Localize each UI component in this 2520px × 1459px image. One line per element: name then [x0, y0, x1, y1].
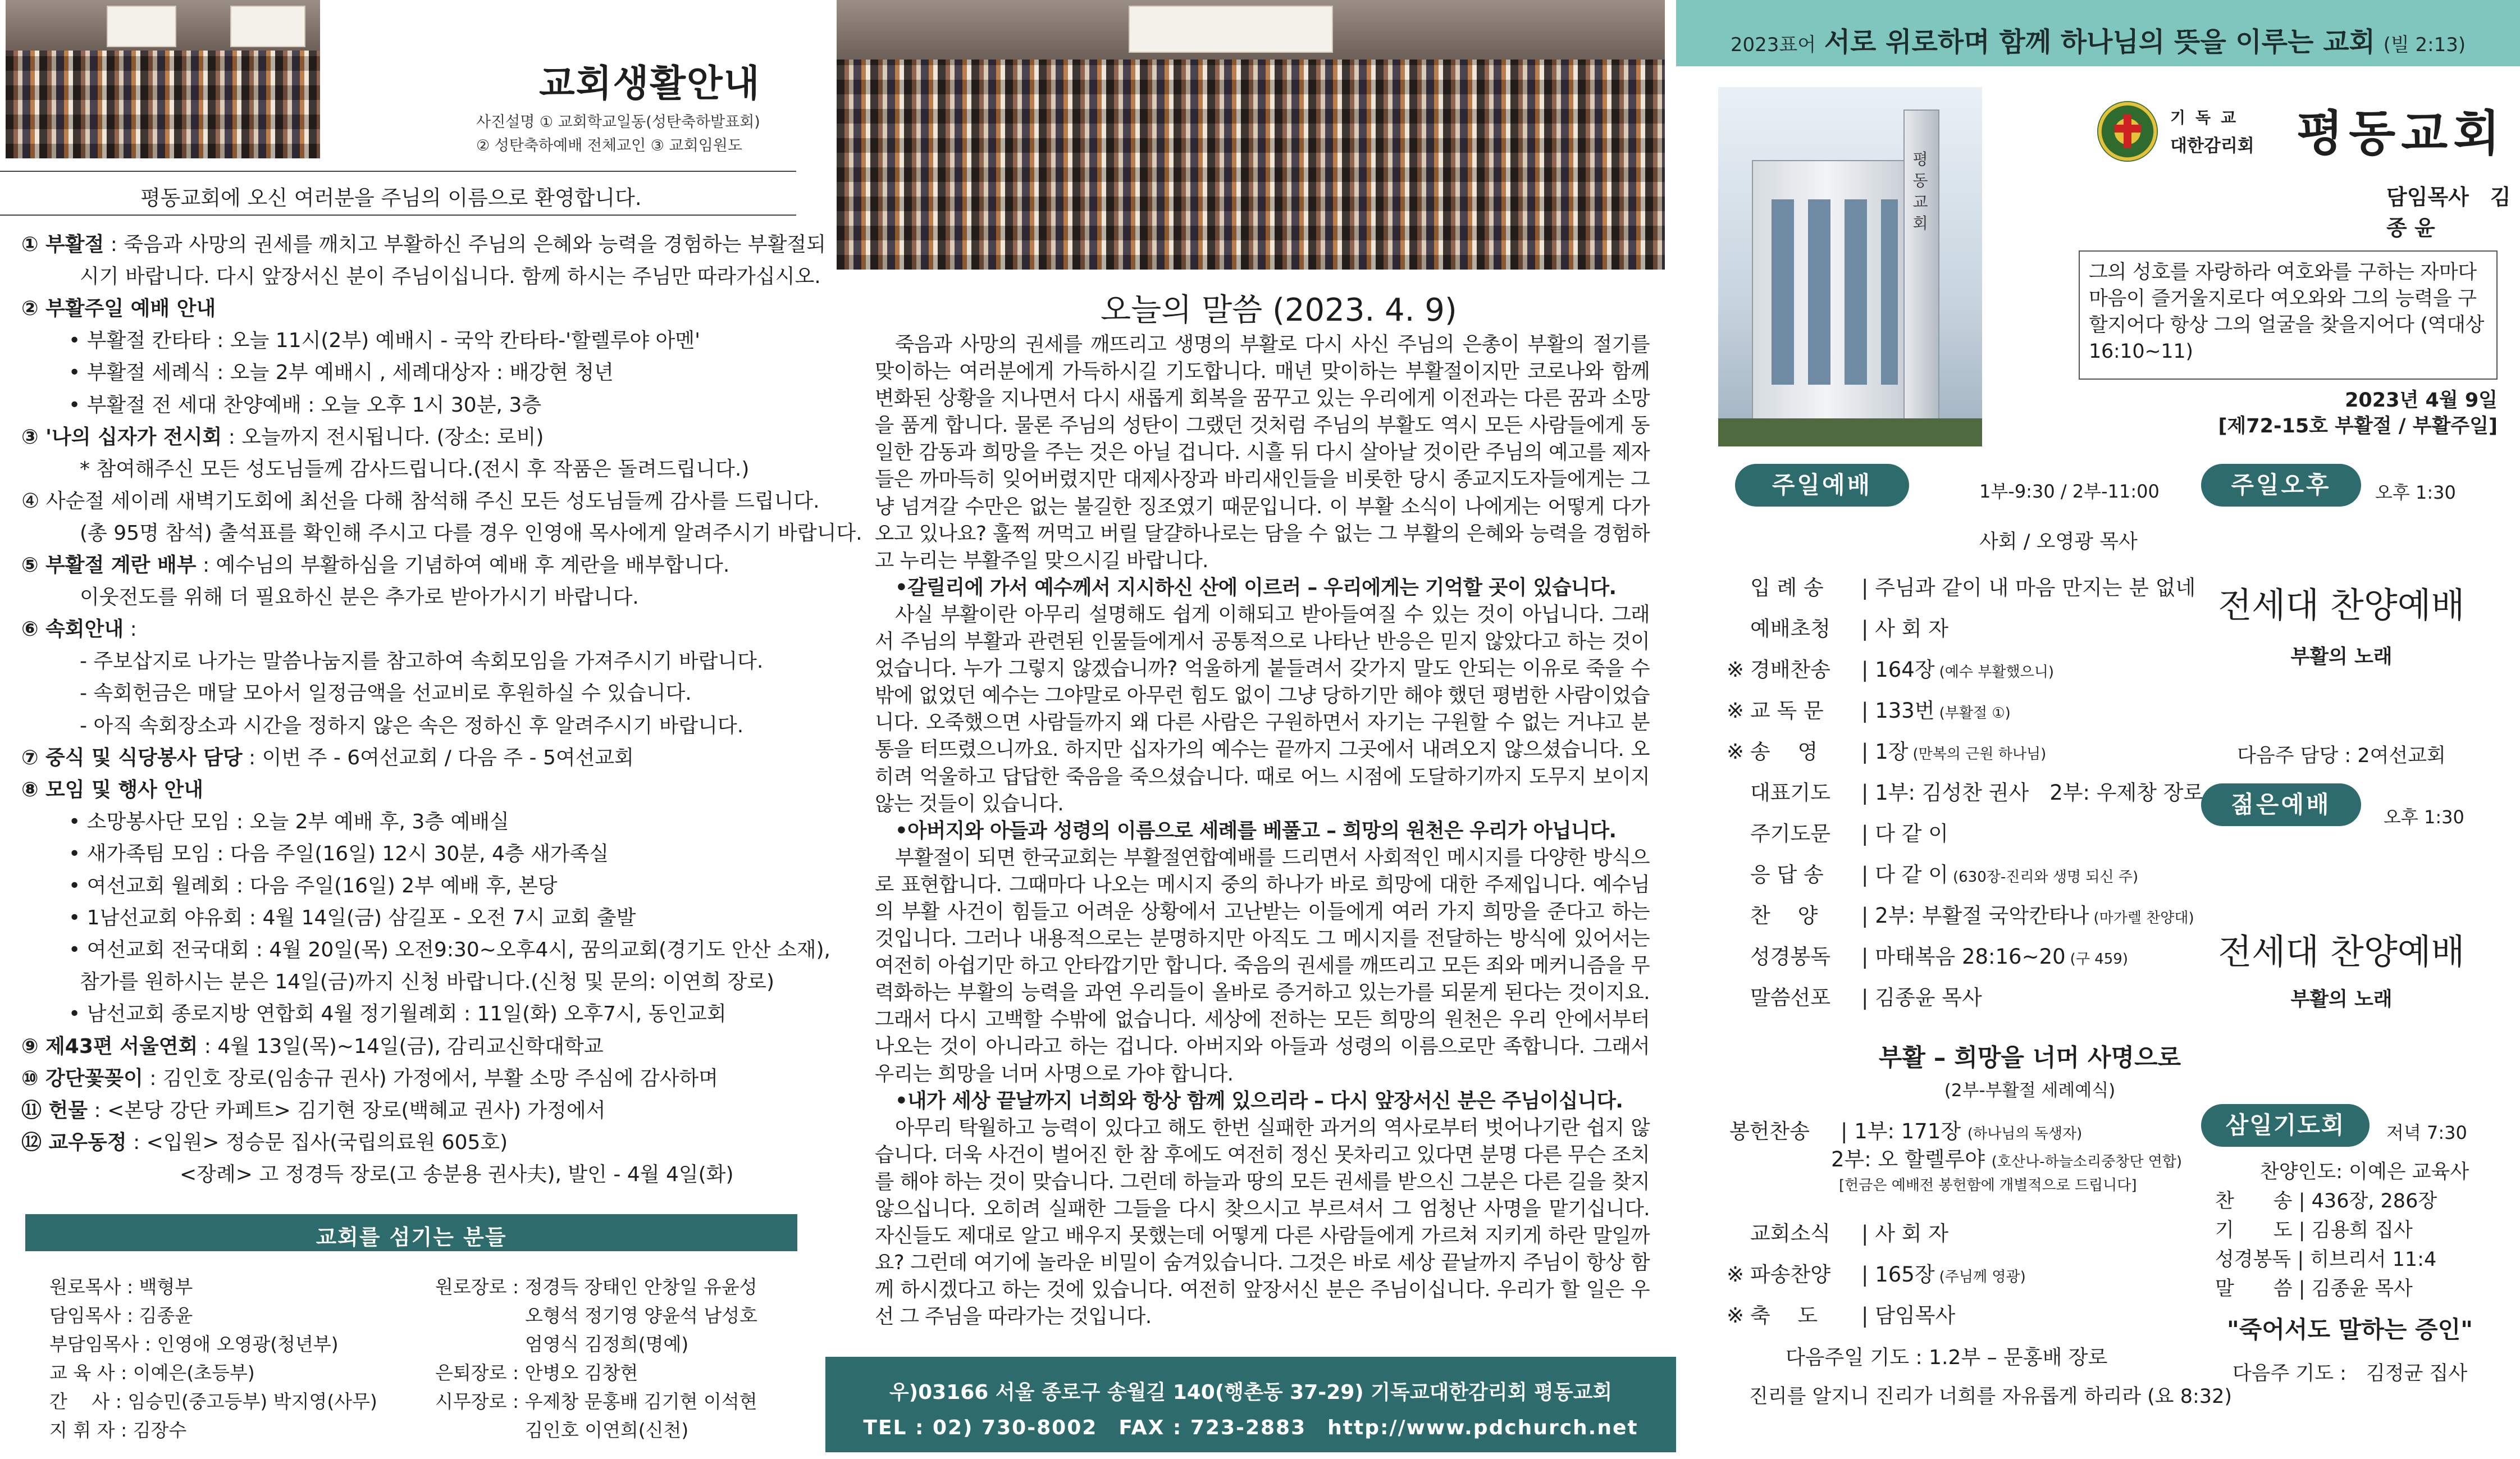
afternoon-next: 다음주 담당 : 2여선교회	[2237, 745, 2446, 767]
youth-time: 오후 1:30	[2384, 806, 2464, 828]
server-entry: 담임목사 : 김종윤	[49, 1305, 193, 1326]
notice-line	[80, 683, 692, 704]
notice-line	[21, 1098, 606, 1122]
sermon-paragraph: 죽음과 사망의 권세를 깨뜨리고 생명의 부활로 다시 사신 주님의 은총이 부활의 절기를 맞이하는 여러분에게 가득하시길 기도합니다. 매년 맞이하는 부활절이지만 코로나와 함께 변화된 상황을 지나면서 다시 새롭게 회복을 꿈꾸고 있는 우리에게 이전과는 다른 꿈과 소망을 품게 합니다. 물론 주님의 성탄이 그랬던 것처럼 주님의 부활도 역시 모든 사람들에게 동일한 감동과 희망을 주는 것은 아닐 겁니다. 시흘 뒤 다시 살아날 것이란 주님의 예고를 제자들은 까마득히 잊어버렸지만 대제사장과 바리새인들을 비롯한 당시 종교지도자들에게는 그냥 넘겨갈 수만은 없는 불길한 징조였기 때문입니다. 이 부활 소식이 나에게는 어떻게 다가오고 있나요? 훌쩍 꺼먹고 버릴 달걀하나로는 담을 수 없는 그 부활의 은혜와 능력을 경험하고 누리는 부활주일 맞으시길 바랍니다.	[875, 333, 1650, 572]
notice-text: : <입원> 정승문 집사(국립의료원 605호)	[126, 1130, 508, 1154]
notice-line	[21, 748, 634, 768]
row-note: (주님께 영광)	[1939, 1269, 2026, 1285]
sermon-title: 오늘의 말씀 (2023. 4. 9)	[1101, 292, 1457, 329]
notice-text: : 이번 주 - 6여선교회 / 다음 주 - 5여선교회	[242, 746, 634, 769]
closing-verse: 진리를 알지니 진리가 너희를 자유롭게 하리라 (요 8:32)	[1749, 1385, 2232, 1408]
row-note: (마가렐 찬양대)	[2093, 910, 2194, 927]
worship-row	[1727, 577, 2200, 598]
service-leader: 사회 / 오영광 목사	[1979, 531, 2138, 553]
row-value: | 2부: 부활절 국악칸타나	[1861, 904, 2089, 928]
notice-heading: ② 부활주일 예배 안내	[21, 297, 216, 321]
worship-row	[1727, 700, 2011, 721]
afternoon-sub: 부활의 노래	[2290, 646, 2393, 668]
row-value: | 마태복음 28:16~20	[1861, 945, 2066, 969]
sermon-body	[875, 331, 1650, 1330]
notice-line	[80, 459, 749, 480]
row-label: 경배찬송	[1750, 658, 1830, 682]
row-label: 축 도	[1750, 1303, 1818, 1328]
motto-bar	[1676, 0, 2520, 66]
notice-heading: ⑦ 중식 및 식당봉사 담당	[21, 746, 243, 769]
building-sign: 평동교회	[1912, 150, 1928, 232]
row-value: | 다 같 이	[1861, 822, 1948, 846]
row-mark: ※	[1727, 658, 1745, 682]
row-value: | 133번	[1861, 699, 1935, 723]
row-note: (예수 부활했으니)	[1939, 664, 2054, 681]
motto-prefix: 2023표어	[1730, 34, 1816, 56]
notice-heading: ⑨ 제43편 서울연회	[21, 1034, 198, 1058]
worship-row	[1727, 823, 1953, 844]
wednesday-row: 찬양인도: 이예은 교육사	[2260, 1161, 2469, 1183]
notice-line	[21, 780, 203, 800]
row-note: (하나님의 독생자)	[1967, 1125, 2083, 1142]
notice-heading: ③ '나의 십자가 전시회	[21, 425, 222, 449]
notice-text: : <본당 강단 카페트> 김기현 장로(백혜교 권사) 가정에서	[88, 1098, 606, 1122]
notice-text: • 부활절 전 세대 찬양예배 : 오늘 오후 1시 30분, 3층	[69, 393, 542, 417]
sermon-column	[825, 0, 1676, 1459]
page-title: 교회생활안내	[539, 62, 761, 105]
worship-row	[1727, 864, 2138, 885]
notice-text: • 남선교회 종로지방 연합회 4월 정기월례회 : 11일(화) 오후7시, 동인교회	[69, 1002, 727, 1026]
denomination: 대한감리회	[2170, 136, 2254, 156]
row-value: | 담임목사	[1861, 1303, 1956, 1328]
notice-heading: ⑥ 속회안내	[21, 618, 124, 641]
senior-pastor: 담임목사 김 종 윤	[2386, 185, 2511, 240]
servers-title: 교회를 섬기는 분들	[316, 1225, 507, 1250]
worship-order-column	[1676, 0, 2520, 1459]
worship-row	[1727, 618, 1953, 639]
notice-heading: ⑧ 모임 및 행사 안내	[21, 778, 204, 801]
notice-text: 참가를 원하시는 분은 14일(금)까지 신청 바랍니다.(신청 및 문의: 이연희 장로)	[80, 970, 775, 994]
row-mark: ※	[1727, 740, 1745, 764]
row-note: (구 459)	[2070, 951, 2128, 968]
scripture-box: 그의 성호를 자랑하라 여호와를 구하는 자마다 마음이 즐거울지로다 여오와와 그의 능력을 구할지어다 항상 그의 얼굴을 찾을지어다 (역대상 16:10~11)	[2079, 250, 2498, 380]
row-note: (만복의 근원 하나님)	[1912, 746, 2047, 763]
church-name: 평동교회	[2297, 106, 2506, 162]
server-entry: 부담임목사 : 인영애 오영광(청년부)	[49, 1333, 339, 1355]
afternoon-time: 오후 1:30	[2375, 482, 2456, 503]
notice-line	[21, 491, 820, 512]
row-label: 대표기도	[1750, 781, 1830, 805]
row-label: 찬 양	[1750, 904, 1818, 928]
worship-row	[1727, 1264, 2026, 1285]
servers-header	[25, 1214, 797, 1251]
server-entry: 지 휘 자 : 김장수	[49, 1419, 187, 1441]
address: 우)03166 서울 종로구 송월길 140(행촌동 37-29) 기독교대한감리회 평동교회	[889, 1381, 1613, 1404]
notice-line	[80, 523, 862, 544]
notice-line	[69, 395, 541, 416]
bulletin-date	[2218, 387, 2498, 439]
notice-line	[80, 716, 743, 736]
notice-text: : 4월 13일(목)~14일(금), 감리교신학대학교	[198, 1034, 604, 1058]
wednesday-time: 저녁 7:30	[2386, 1122, 2467, 1143]
notice-text: : 죽음과 사망의 권세를 깨치고 부활하신 주님의 은혜와 능력을 경험하는 부활절되	[104, 233, 826, 256]
notice-line	[21, 619, 137, 640]
server-entry: 간 사 : 임승민(중고등부) 박지영(사무)	[49, 1390, 377, 1412]
notice-text: • 새가족팀 모임 : 다음 주일(16일) 12시 30분, 4층 새가족실	[69, 842, 609, 865]
row-note: (630장-진리와 생명 되신 주)	[1952, 869, 2139, 886]
church-school-photo	[6, 0, 320, 158]
notice-text: • 부활절 세례식 : 오늘 2부 예배시 , 세례대상자 : 배강현 청년	[69, 361, 614, 385]
divider	[0, 171, 796, 172]
offering-row	[1831, 1149, 2182, 1170]
notice-line	[21, 1130, 508, 1154]
wednesday-sermon: "죽어서도 말하는 증인"	[2226, 1316, 2473, 1343]
sermon-paragraph: 부활절이 되면 한국교회는 부활절연합예배를 드리면서 사회적인 메시지를 다양한 방식으로 표현합니다. 그때마다 나오는 메시지 중의 하나가 바로 희망에 대한 주제입니다. 예수님의 부활 사건이 힘들고 어려운 상황에서 고난받는 이들에게 여러 가지 희망을 준다고 하는 것입니다. 그러나 내용적으로는 분명하지만 아직도 그 메시지를 전달하는 방식에 있어서는 여전히 아쉽기만 하고 안타깝기만 합니다. 죽음의 권세를 깨뜨리고 모든 죄와 메커니즘을 무력화하는 부활의 능력을 과연 우리들이 올바로 증거하고 있는가를 되묻게 된다는 것이지요. 그래서 다시 고백할 수밖에 없습니다. 세상에 전하는 모든 희망의 원천은 우리 안에서부터 나오는 것이 아니라고 하는 겁니다. 아버지와 아들과 성령의 이름으로만 족합니다. 그래서 우리는 희망을 너머 사명으로 가야 합니다.	[875, 846, 1650, 1086]
row-value: | 1부: 김성찬 권사 2부: 우제창 장로	[1861, 781, 2204, 805]
notice-text: (총 95명 참석) 출석표를 확인해 주시고 다를 경우 인영애 목사에게 알려주시기 바랍니다.	[80, 521, 862, 545]
christmas-service-photo	[837, 0, 1665, 270]
sermon-heading: 부활 – 희망을 너머 사명으로	[1878, 1044, 2181, 1072]
worship-row	[1727, 741, 2046, 762]
notice-line	[21, 299, 216, 319]
row-label: 입 례 송	[1750, 576, 1824, 600]
notice-text: • 여선교회 월례회 : 다음 주일(16일) 2부 예배 후, 본당	[69, 874, 558, 897]
info-column	[0, 0, 862, 1459]
server-entry: 김인호 이연희(신천)	[525, 1419, 689, 1441]
photo-caption: ② 성탄축하예배 전체교인 ③ 교회임원도	[476, 137, 742, 154]
divider	[0, 215, 796, 216]
motto-text: 서로 위로하며 함께 하나님의 뜻을 이루는 교회	[1824, 26, 2375, 58]
notice-text: • 소망봉사단 모임 : 오늘 2부 예배 후, 3층 예배실	[69, 810, 509, 833]
notice-text: - 주보삽지로 나가는 말씀나눔지를 참고하여 속회모임을 가져주시기 바랍니다.	[80, 650, 764, 673]
wednesday-row: 기 도 | 김용희 집사	[2215, 1219, 2413, 1242]
worship-row	[1727, 1223, 1953, 1244]
welcome-text: 평동교회에 오신 여러분을 주님의 이름으로 환영합니다.	[140, 186, 642, 210]
offering-note: [헌금은 예배전 봉헌함에 개별적으로 드립니다]	[1839, 1177, 2137, 1194]
row-mark: ※	[1727, 699, 1745, 723]
notice-line	[21, 555, 729, 576]
row-label: 예배초청	[1750, 617, 1830, 641]
notice-text: 시기 바랍니다. 다시 앞장서신 분이 주님이십니다. 함께 하시는 주님만 따라가십시오.	[80, 265, 821, 289]
offering-row	[1729, 1121, 2082, 1142]
row-label: 교회소식	[1750, 1221, 1830, 1246]
row-value: | 1장	[1861, 740, 1909, 764]
notice-line	[21, 1066, 718, 1090]
notice-line	[80, 651, 763, 672]
church-contact-footer	[825, 1357, 1676, 1452]
row-value: | 주님과 같이 내 마음 만지는 분 없네	[1861, 576, 2196, 600]
youth-heading: 전세대 찬양예배	[2218, 931, 2465, 972]
server-entry: 엄영식 김정희(명예)	[525, 1333, 689, 1355]
wednesday-prayer-label: 삼일기도회	[2201, 1104, 2370, 1147]
youth-sub: 부활의 노래	[2290, 988, 2393, 1011]
wednesday-row: 찬 송 | 436장, 286장	[2215, 1190, 2437, 1212]
row-value: | 164장	[1861, 658, 1935, 682]
notice-text: • 부활절 칸타타 : 오늘 11시(2부) 예배시 - 국악 칸타타-'할렐루야 아멘'	[69, 329, 700, 353]
notice-text: : 예수님의 부활하심을 기념하여 예배 후 계란을 배부합니다.	[196, 554, 730, 577]
notice-text: <장례> 고 정경득 장로(고 송분용 권사夫), 발인 - 4월 4일(화)	[180, 1162, 734, 1186]
row-label: 말씀선포	[1750, 986, 1830, 1010]
sermon-paragraph: 아무리 탁월하고 능력이 있다고 해도 한번 실패한 과거의 역사로부터 벗어나기란 쉽지 않습니다. 더욱 사건이 벌어진 한 참 후에도 여전히 정신 못차리고 있다면 분명 다른 무슨 조치를 해야 하는 것이 맞습니다. 그런데 하늘과 땅의 모든 권세를 받으신 그분은 다른 길을 찾지 않으십니다. 오히려 실패한 그들을 다시 찾으시고 부르셔서 그 엄청난 사명을 맡기십니다. 자신들도 제대로 알고 배우지 못했는데 어떻게 다른 사람들에게 가르쳐 지키게 하란 말일까요? 그런데 여기에 놀라운 비밀이 숨겨있습니다. 그것은 바로 세상 끝날까지 주님이 항상 함께 하시겠다고 하는 것에 있습니다. 여전히 앞장서신 분은 주님이십니다. 우리가 할 일은 우선 그 주님을 따라가는 것입니다.	[875, 1116, 1650, 1329]
server-entry: 시무장로 : 우제창 문홍배 김기현 이석현	[435, 1390, 757, 1412]
notice-heading: ⑪ 헌물	[21, 1098, 88, 1122]
server-entry: 교 육 사 : 이예은(초등부)	[49, 1362, 255, 1384]
youth-worship-label: 젊은예배	[2201, 783, 2361, 826]
sermon-subheading: (2부-부활절 세례예식)	[1944, 1080, 2116, 1101]
notice-text: * 참여해주신 모든 성도님들께 감사드립니다.(전시 후 작품은 돌려드립니다.)	[80, 457, 750, 481]
row-label: 성경봉독	[1750, 945, 1830, 969]
sermon-subheading: •내가 세상 끝날까지 너희와 항상 함께 있으리라 – 다시 앞장서신 분은 주님이십니다.	[895, 1089, 1623, 1113]
notice-line	[80, 587, 639, 608]
notice-text: • 1남선교회 야유회 : 4월 14일(금) 삼길포 - 오전 7시 교회 출발	[69, 906, 636, 930]
notice-text: : 오늘까지 전시됩니다. (장소: 로비)	[222, 425, 544, 449]
row-mark: ※	[1727, 1262, 1745, 1287]
notice-text: 이웃전도를 위해 더 필요하신 분은 추가로 받아가시기 바랍니다.	[80, 586, 639, 609]
motto	[1676, 20, 2520, 59]
server-entry: 원로장로 : 정경득 장태인 안창일 유윤성	[435, 1276, 757, 1298]
notice-line	[21, 427, 544, 448]
row-value: | 김종윤 목사	[1861, 986, 1982, 1010]
notice-line	[69, 940, 830, 960]
row-label: 봉헌찬송	[1729, 1119, 1810, 1143]
row-value: | 다 같 이	[1861, 863, 1948, 887]
contact-line: TEL : 02) 730-8002 FAX : 723-2883 http://www.pdchurch.net	[863, 1416, 1638, 1439]
row-value: | 1부: 171장	[1841, 1119, 1961, 1143]
notice-line	[21, 1034, 604, 1058]
notice-line	[69, 876, 558, 896]
notice-heading: ① 부활절	[21, 233, 104, 256]
server-entry: 은퇴장로 : 안병오 김창현	[435, 1362, 638, 1384]
notice-text: :	[124, 618, 137, 641]
denomination: 기독교	[2170, 108, 2247, 127]
row-value: | 사 회 자	[1861, 1221, 1948, 1246]
notice-text: - 아직 속회장소과 시간을 정하지 않은 속은 정하신 후 알려주시기 바랍니다.	[80, 714, 744, 737]
sermon-subheading: •아버지와 아들과 성령의 이름으로 세례를 베풀고 – 희망의 원천은 우리가 아닙니다.	[895, 819, 1617, 842]
row-label: 주기도문	[1750, 822, 1830, 846]
afternoon-worship-label: 주일오후	[2201, 464, 2361, 507]
row-mark: ※	[1727, 1303, 1745, 1328]
motto-reference: (빌 2:13)	[2383, 34, 2466, 56]
notice-text: : 김인호 장로(임송규 권사) 가정에서, 부활 소망 주심에 감사하며	[143, 1066, 718, 1090]
worship-row	[1727, 905, 2194, 926]
row-label: 교 독 문	[1750, 699, 1824, 723]
notice-line	[180, 1162, 734, 1186]
notice-line	[80, 267, 821, 287]
server-entry: 오형석 정기영 양윤석 남성호	[525, 1305, 758, 1326]
service-time: 1부-9:30 / 2부-11:00	[1979, 481, 2160, 502]
worship-row	[1727, 946, 2128, 967]
notice-text: • 여선교회 전국대회 : 4월 20일(목) 오전9:30~오후4시, 꿈의교회(경기도 안산 소재),	[69, 938, 830, 962]
methodist-logo	[2097, 101, 2158, 162]
notice-line	[69, 844, 609, 864]
notice-text: ④ 사순절 세이레 새벽기도회에 최선을 다해 참석해 주신 모든 성도님들께 감사를 드립니다.	[21, 489, 820, 513]
church-building-image	[1718, 87, 1982, 446]
next-prayer: 다음주일 기도 : 1.2부 – 문홍배 장로	[1786, 1346, 2108, 1369]
notice-line	[69, 363, 614, 383]
worship-row	[1727, 987, 1987, 1008]
notice-line	[69, 908, 636, 928]
photo-caption: 사진설명 ① 교회학교일동(성탄축하발표회)	[476, 113, 760, 131]
row-value: | 165장	[1861, 1262, 1935, 1287]
notice-text: - 속회헌금은 매달 모아서 일정금액을 선교비로 후원하실 수 있습니다.	[80, 682, 692, 705]
notice-heading: ⑫ 교우동정	[21, 1130, 127, 1154]
worship-row	[1727, 782, 2208, 803]
server-entry: 원로목사 : 백형부	[49, 1276, 193, 1298]
row-label: 파송찬양	[1750, 1262, 1830, 1287]
sermon-subheading: •갈릴리에 가서 예수께서 지시하신 산에 이르러 – 우리에게는 기억할 곳이 있습니다.	[895, 576, 1617, 599]
row-note: (호산나-하늘소리중창단 연합)	[1991, 1153, 2183, 1170]
wednesday-row: 말 씀 | 김종윤 목사	[2215, 1278, 2413, 1300]
row-label: 송 영	[1750, 740, 1818, 764]
wednesday-next: 다음주 기도 : 김정균 집사	[2232, 1362, 2468, 1385]
row-note: (부활절 ①)	[1939, 705, 2011, 722]
notice-line	[69, 331, 700, 351]
notice-line	[21, 235, 826, 255]
date: 2023년 4월 9일	[2345, 389, 2498, 412]
row-label: 응 답 송	[1750, 863, 1824, 887]
wednesday-row: 성경봉독 | 히브리서 11:4	[2215, 1248, 2437, 1271]
notice-line	[80, 972, 774, 992]
afternoon-heading: 전세대 찬양예배	[2218, 585, 2465, 626]
row-value: | 사 회 자	[1861, 617, 1948, 641]
notice-line	[69, 1004, 727, 1024]
notice-line	[69, 812, 509, 832]
sermon-paragraph: 사실 부활이란 아무리 설명해도 쉽게 이해되고 받아들여질 수 있는 것이 아닙니다. 그래서 주님의 부활과 관련된 인물들에게서 공통적으로 나타난 반응은 믿지 않았다고 하는 것이었습니다. 누가 그렇지 않겠습니까? 억울하게 붙들려서 갖가지 말도 안되는 이유로 죽을 수밖에 없었던 예수는 그야말로 아무런 힘도 없이 그냥 당하기만 해야 했던 평범한 사람이었습니다. 오죽했으면 사람들까지 왜 다른 사람은 구원하면서 자기는 구원할 수 없는 거냐고 분통을 터뜨렸으니까요. 하지만 십자가의 예수는 끝까지 그곳에서 내려오지 않으셨습니다. 오히려 억울하고 답답한 죽음을 죽으셨습니다. 때로 어느 시점에 도달하기까지 도무지 보이지 않는 것들이 있습니다.	[875, 603, 1650, 815]
notice-heading: ⑤ 부활절 계란 배부	[21, 554, 197, 577]
row-value: 2부: 오 할렐루야	[1831, 1147, 1985, 1171]
notice-heading: ⑩ 강단꽃꽂이	[21, 1066, 143, 1090]
worship-row	[1727, 1305, 1960, 1326]
issue-number: [제72-15호 부활절 / 부활주일]	[2218, 415, 2498, 437]
worship-row	[1727, 659, 2054, 680]
sunday-worship-label: 주일예배	[1735, 464, 1909, 507]
